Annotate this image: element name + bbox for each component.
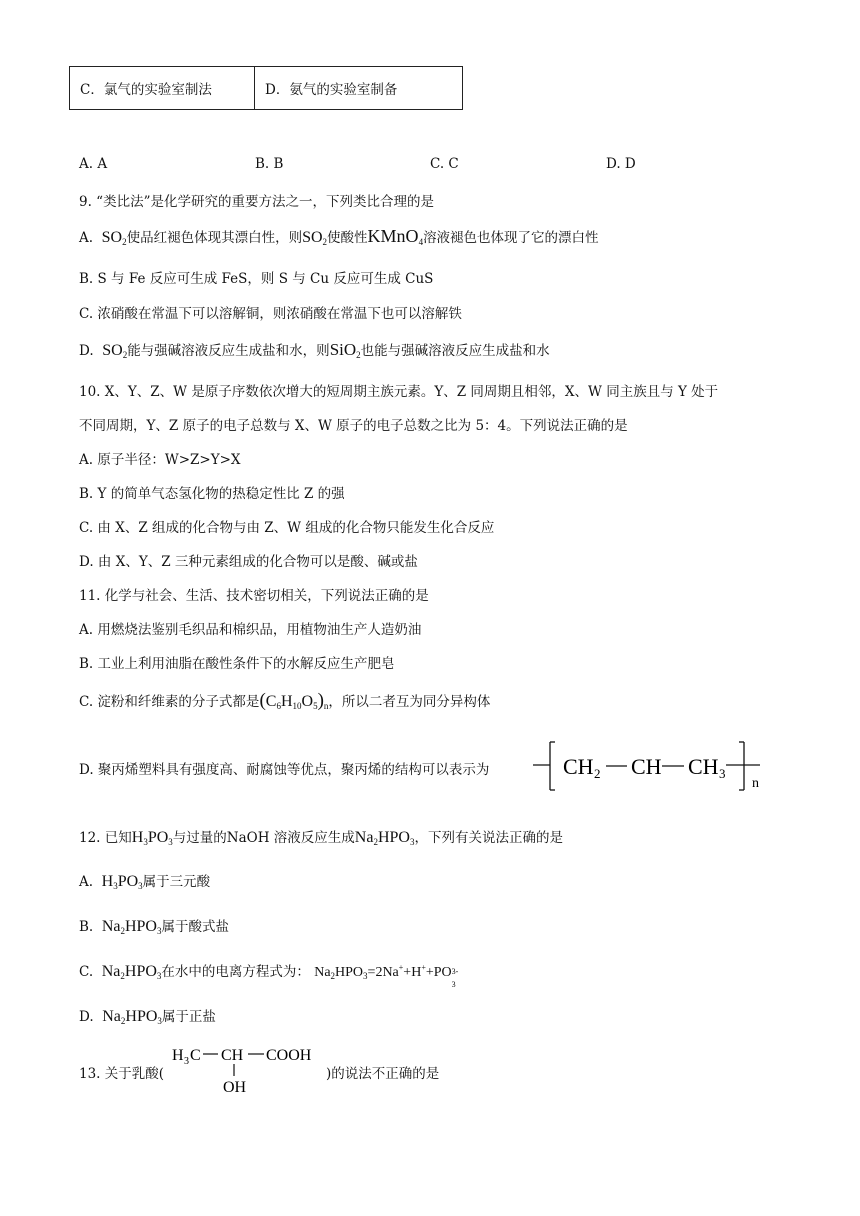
q8-option-d: D. D [606, 156, 636, 172]
svg-text:CH: CH [563, 754, 594, 779]
svg-text:CH: CH [631, 754, 662, 779]
q9-option-a: A. $SO_2$使品红褪色体现其漂白性，则$SO_2$使酸性KMnO$_4$溶液褪色也体现了它的漂白性 [79, 226, 599, 247]
q9-option-b: B. S 与 Fe 反应可生成 FeS，则 S 与 Cu 反应可生成 CuS [79, 271, 434, 287]
q9-stem: 9. “类比法”是化学研究的重要方法之一，下列类比合理的是 [79, 194, 434, 210]
q12-option-a: A. $H_3PO_3$属于三元酸 [79, 873, 211, 891]
q10-option-a: A. 原子半径：W>Z>Y>X [79, 452, 241, 468]
q11-option-a: A. 用燃烧法鉴别毛织品和棉织品，用植物油生产人造奶油 [79, 622, 422, 638]
q10-option-b: B. Y 的简单气态氢化物的热稳定性比 Z 的强 [79, 486, 345, 502]
svg-text:3: 3 [184, 1056, 189, 1067]
q12-option-d: D. $Na_2HPO_3$属于正盐 [79, 1008, 216, 1026]
option-table [69, 66, 463, 110]
svg-text:COOH: COOH [266, 1047, 312, 1064]
svg-text:C: C [190, 1047, 201, 1064]
q10-stem-line2: 不同周期，Y、Z 原子的电子总数与 X、W 原子的电子总数之比为 5：4。下列说法正确的是 [79, 418, 628, 434]
q8-option-a: A. A [79, 156, 108, 172]
q12-option-b: B. $Na_2HPO_3$属于酸式盐 [79, 918, 229, 936]
lactic-acid-structure [170, 1042, 330, 1096]
svg-text:CH: CH [688, 754, 719, 779]
q10-stem-line1: 10. X、Y、Z、W 是原子序数依次增大的短周期主族元素。Y、Z 同周期且相邻，X、W 同主族且与 Y 处于 [79, 384, 719, 400]
svg-text:CH: CH [221, 1047, 244, 1064]
ionization-equation: $Na_2HPO_3=2Na^++H^++PO$ 3- 3 [314, 963, 459, 989]
cellulose-formula: $(C_6H_{10}O_5)_n$ [259, 690, 329, 711]
svg-text:2: 2 [594, 766, 601, 781]
q11-option-d-text: D. 聚丙烯塑料具有强度高、耐腐蚀等优点，聚丙烯的结构可以表示为 [79, 762, 490, 778]
q8-option-b: B. B [255, 156, 284, 172]
q11-option-b: B. 工业上利用油脂在酸性条件下的水解反应生产肥皂 [79, 656, 395, 672]
q8-option-c: C. C [430, 156, 459, 172]
q13-stem-suffix: )的说法不正确的是 [326, 1066, 440, 1082]
svg-text:n: n [752, 776, 759, 791]
svg-text:H: H [172, 1047, 184, 1064]
q9-option-d: D. $SO_2$能与强碱溶液反应生成盐和水，则SiO$_2$也能与强碱溶液反应生成盐和水 [79, 340, 550, 360]
polypropylene-structure [528, 734, 774, 794]
table-cell-c: C．氯气的实验室制法 [80, 82, 212, 98]
q9-option-c: C. 浓硝酸在常温下可以溶解铜，则浓硝酸在常温下也可以溶解铁 [79, 306, 462, 322]
q12-stem: 12. 已知$H_3PO_3$与过量的NaOH 溶液反应生成$Na_2HPO_3$，下列有关说法正确的是 [79, 829, 563, 847]
svg-text:3: 3 [719, 766, 726, 781]
table-cell-d: D．氨气的实验室制备 [254, 67, 462, 109]
q11-option-c: C. 淀粉和纤维素的分子式都是$(C_6H_{10}O_5)_n$，所以二者互为同分异构体 [79, 690, 491, 711]
svg-text:OH: OH [223, 1079, 247, 1096]
q12-option-c: C. $Na_2HPO_3$在水中的电离方程式为： $Na_2HPO_3=2Na^++H^++PO$ 3- 3 [79, 963, 459, 989]
q10-option-d: D. 由 X、Y、Z 三种元素组成的化合物可以是酸、碱或盐 [79, 554, 418, 570]
q11-stem: 11. 化学与社会、生活、技术密切相关，下列说法正确的是 [79, 588, 429, 604]
q10-option-c: C. 由 X、Z 组成的化合物与由 Z、W 组成的化合物只能发生化合反应 [79, 520, 495, 536]
q13-stem-prefix: 13. 关于乳酸( [79, 1066, 165, 1082]
